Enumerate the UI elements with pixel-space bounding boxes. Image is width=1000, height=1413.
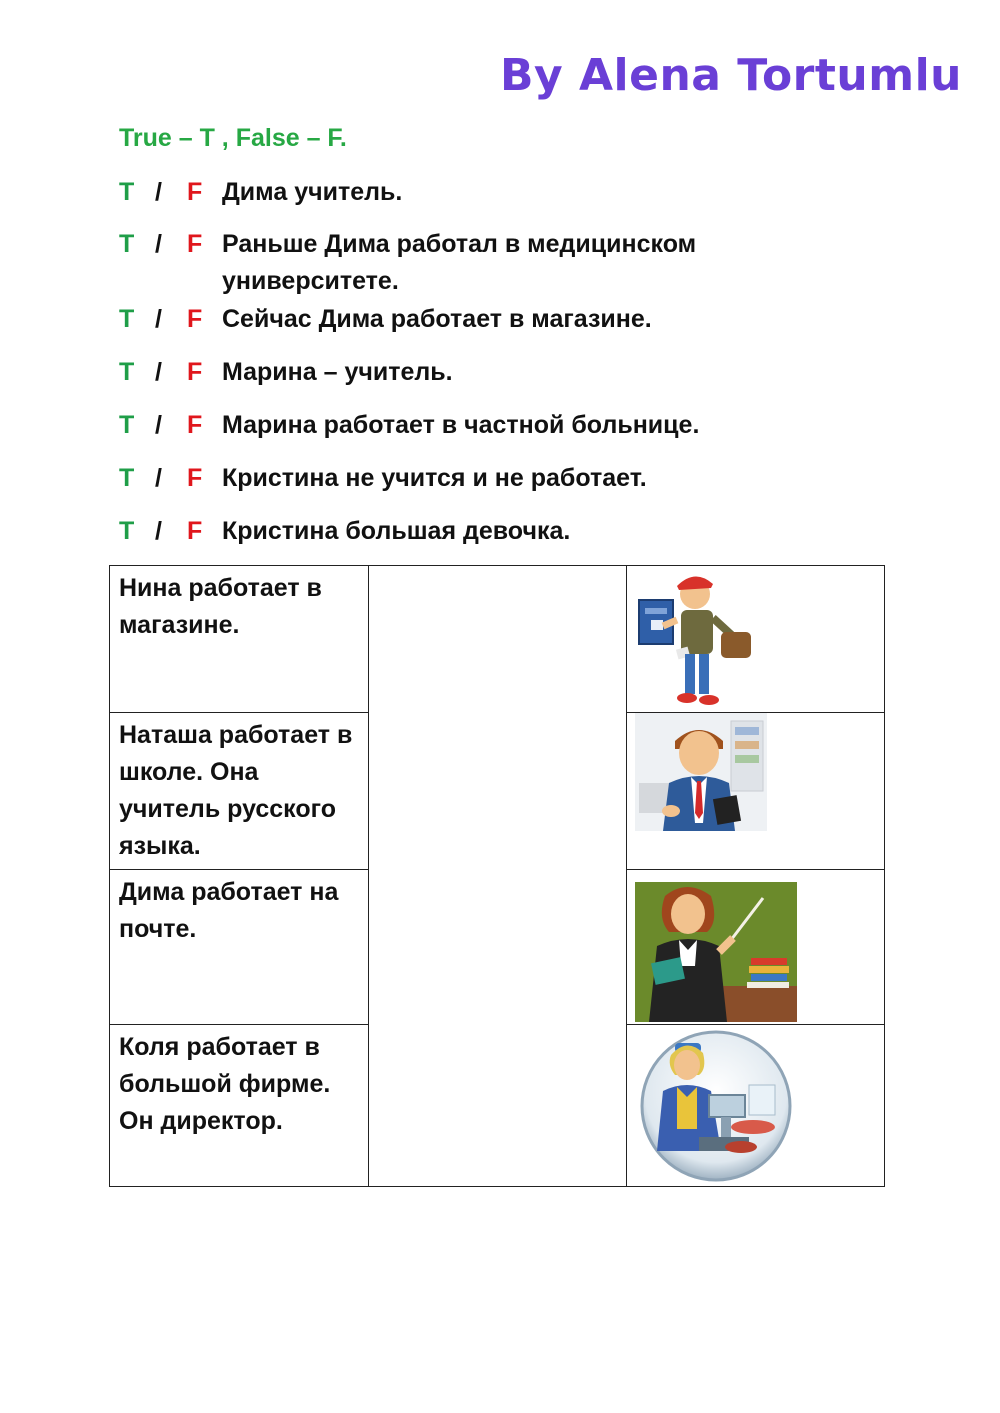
false-option[interactable]: F (187, 411, 203, 439)
statement-text: Марина – учитель. (222, 358, 453, 386)
description-text: Наташа работает в школе. Она учитель русского языка. (119, 721, 353, 860)
statement-text: Дима учитель. (222, 178, 403, 206)
picture-cell[interactable] (627, 566, 885, 713)
teacher-icon (635, 882, 797, 1022)
separator: / (155, 517, 162, 545)
true-option[interactable]: T (119, 517, 135, 545)
separator: / (155, 464, 162, 492)
true-option[interactable]: T (119, 411, 135, 439)
true-option[interactable]: T (119, 464, 135, 492)
false-option[interactable]: F (187, 464, 203, 492)
matching-table (109, 565, 885, 1187)
false-option[interactable]: F (187, 230, 203, 258)
statement-text: Кристина большая девочка. (222, 517, 571, 545)
statement-text: Сейчас Дима работает в магазине. (222, 305, 652, 333)
businessman-icon (635, 713, 767, 831)
separator: / (155, 411, 162, 439)
separator: / (155, 305, 162, 333)
separator: / (155, 358, 162, 386)
description-text: Дима работает на почте. (119, 878, 339, 943)
true-option[interactable]: T (119, 358, 135, 386)
answer-column[interactable] (369, 566, 627, 1187)
author-title: By Alena Tortumlu (499, 50, 962, 101)
statement-text: Кристина не учится и не работает. (222, 464, 647, 492)
separator: / (155, 230, 162, 258)
false-option[interactable]: F (187, 178, 203, 206)
statement-text: Марина работает в частной больнице. (222, 411, 700, 439)
false-option[interactable]: F (187, 517, 203, 545)
statement-text: Раньше Дима работал в медицинском университете. (222, 230, 697, 295)
picture-cell[interactable] (627, 1025, 885, 1187)
picture-cell[interactable] (627, 713, 885, 870)
description-text: Коля работает в большой фирме. Он директор. (119, 1033, 331, 1135)
true-option[interactable]: T (119, 230, 135, 258)
text-cell (110, 713, 369, 870)
text-cell (110, 870, 369, 1025)
description-text: Нина работает в магазине. (119, 574, 322, 639)
false-option[interactable]: F (187, 305, 203, 333)
true-option[interactable]: T (119, 305, 135, 333)
legend-true-false: True – T , False – F. (119, 124, 347, 152)
true-option[interactable]: T (119, 178, 135, 206)
postman-icon (637, 570, 757, 710)
shop-assistant-icon (637, 1029, 795, 1183)
separator: / (155, 178, 162, 206)
false-option[interactable]: F (187, 358, 203, 386)
text-cell (110, 1025, 369, 1187)
picture-cell[interactable] (627, 870, 885, 1025)
text-cell (110, 566, 369, 713)
table-row (110, 566, 885, 713)
